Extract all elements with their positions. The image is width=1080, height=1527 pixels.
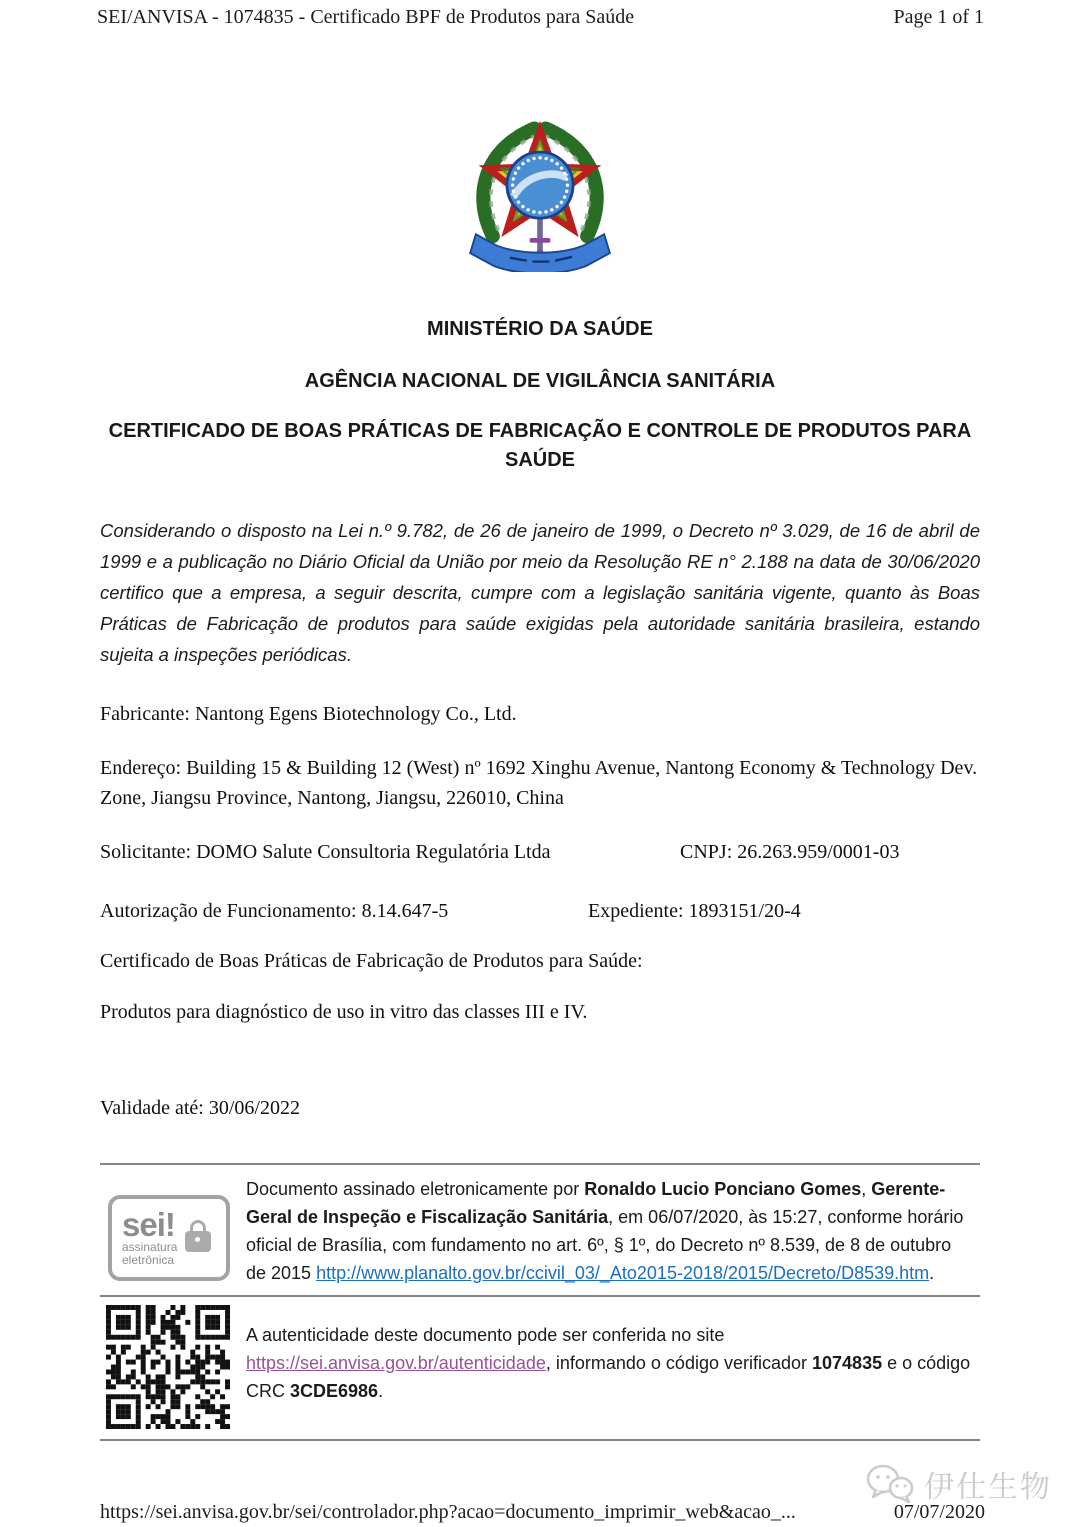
crc-code: 3CDE6986	[290, 1381, 379, 1401]
verifier-code: 1074835	[812, 1353, 883, 1373]
signer-name: Ronaldo Lucio Ponciano Gomes	[584, 1179, 862, 1199]
agency-title: AGÊNCIA NACIONAL DE VIGILÂNCIA SANITÁRIA	[304, 370, 776, 392]
authenticity-block	[100, 1297, 980, 1439]
padlock-icon	[185, 1231, 211, 1252]
authenticity-paragraph	[246, 1321, 974, 1405]
validity-line: Validade até: 30/06/2022	[100, 1097, 300, 1119]
authorization-line: Autorização de Funcionamento: 8.14.647-5	[100, 900, 449, 922]
signature-separator: ,	[861, 1179, 872, 1199]
signature-text-3: .	[929, 1263, 935, 1283]
manufacturer-line: Fabricante: Nantong Egens Biotechnology Co., Ltd.	[100, 703, 517, 725]
brazil-coat-of-arms-image	[464, 104, 616, 272]
authenticity-text-3: e o código CRC	[246, 1353, 971, 1401]
authenticity-text-2: , informando o código verificador	[545, 1353, 813, 1373]
signature-block	[100, 1165, 980, 1295]
sei-signature-logo	[108, 1195, 230, 1281]
certificate-document	[100, 0, 980, 1441]
footer-url: https://sei.anvisa.gov.br/sei/controlador.php?acao=documento_imprimir_web&acao_...	[100, 1501, 796, 1523]
certificate-title: CERTIFICADO DE BOAS PRÁTICAS DE FABRICAÇÃO E CONTROLE DE PRODUTOS PARA SAÚDE	[108, 420, 972, 471]
authorization-row	[100, 896, 980, 926]
products-line: Produtos para diagnóstico de uso in vitro das classes III e IV.	[100, 1001, 588, 1023]
address-line: Endereço: Building 15 & Building 12 (West) nº 1692 Xinghu Avenue, Nantong Economy & Technology Dev. Zone, Jiangsu Province, Nantong, Jiangsu, 226010, China	[100, 757, 978, 809]
signer-role: Gerente-Geral de Inspeção e Fiscalização Sanitária	[246, 1179, 946, 1227]
signature-text: Documento assinado eletronicamente por	[246, 1179, 585, 1199]
cnpj-value: CNPJ: 26.263.959/0001-03	[680, 841, 900, 863]
signature-text-2: , em 06/07/2020, às 15:27, conforme horário oficial de Brasília, com fundamento no art. 6º, § 1º, do Decreto nº 8.539, de 8 de outubro de 2015	[246, 1207, 964, 1283]
footer-date: 07/07/2020	[893, 1501, 985, 1523]
page-header-title: SEI/ANVISA - 1074835 - Certificado BPF de Produtos para Saúde	[97, 6, 635, 28]
watermark	[864, 1462, 1052, 1506]
watermark-text: 伊仕生物	[924, 1471, 1052, 1504]
authenticity-text-4: .	[378, 1381, 384, 1401]
applicant-line: Solicitante: DOMO Salute Consultoria Regulatória Ltda	[100, 841, 551, 863]
certificate-scope-line: Certificado de Boas Práticas de Fabricação de Produtos para Saúde:	[100, 950, 643, 972]
preamble-paragraph: Considerando o disposto na Lei n.º 9.782, de 26 de janeiro de 1999, o Decreto nº 3.029, de 16 de abril de 1999 e a publicação no Diário Oficial da União por meio da Resolução RE n° 2.188 na data de 30/06/2020 certifico que a empresa, a seguir descrita, cumpre com a legislação sanitária vigente, quanto às Boas Práticas de Fabricação de produtos para saúde exigidas pela autoridade sanitária brasileira, estando sujeita a inspeções periódicas.	[100, 520, 980, 665]
signature-paragraph	[246, 1175, 974, 1287]
decree-link[interactable]: http://www.planalto.gov.br/ccivil_03/_Ato2015-2018/2015/Decreto/D8539.htm	[316, 1263, 930, 1283]
authenticity-text: A autenticidade deste documento pode ser conferida no site	[246, 1325, 725, 1345]
divider-bottom	[100, 1439, 980, 1441]
sei-brand: sei!	[122, 1206, 175, 1243]
authenticity-link[interactable]: https://sei.anvisa.gov.br/autenticidade	[246, 1353, 546, 1373]
expediente-value: Expediente: 1893151/20-4	[588, 900, 801, 922]
sei-subtitle-line2: eletrônica	[122, 1253, 175, 1267]
page-number: Page 1 of 1	[893, 6, 984, 28]
applicant-row	[100, 837, 980, 867]
qr-code	[106, 1305, 230, 1429]
ministry-title: MINISTÉRIO DA SAÚDE	[427, 318, 653, 340]
brazil-coat-of-arms	[464, 104, 616, 272]
sei-subtitle-line1: assinatura	[122, 1240, 178, 1254]
page-footer	[100, 1501, 985, 1524]
wechat-icon	[864, 1463, 916, 1505]
